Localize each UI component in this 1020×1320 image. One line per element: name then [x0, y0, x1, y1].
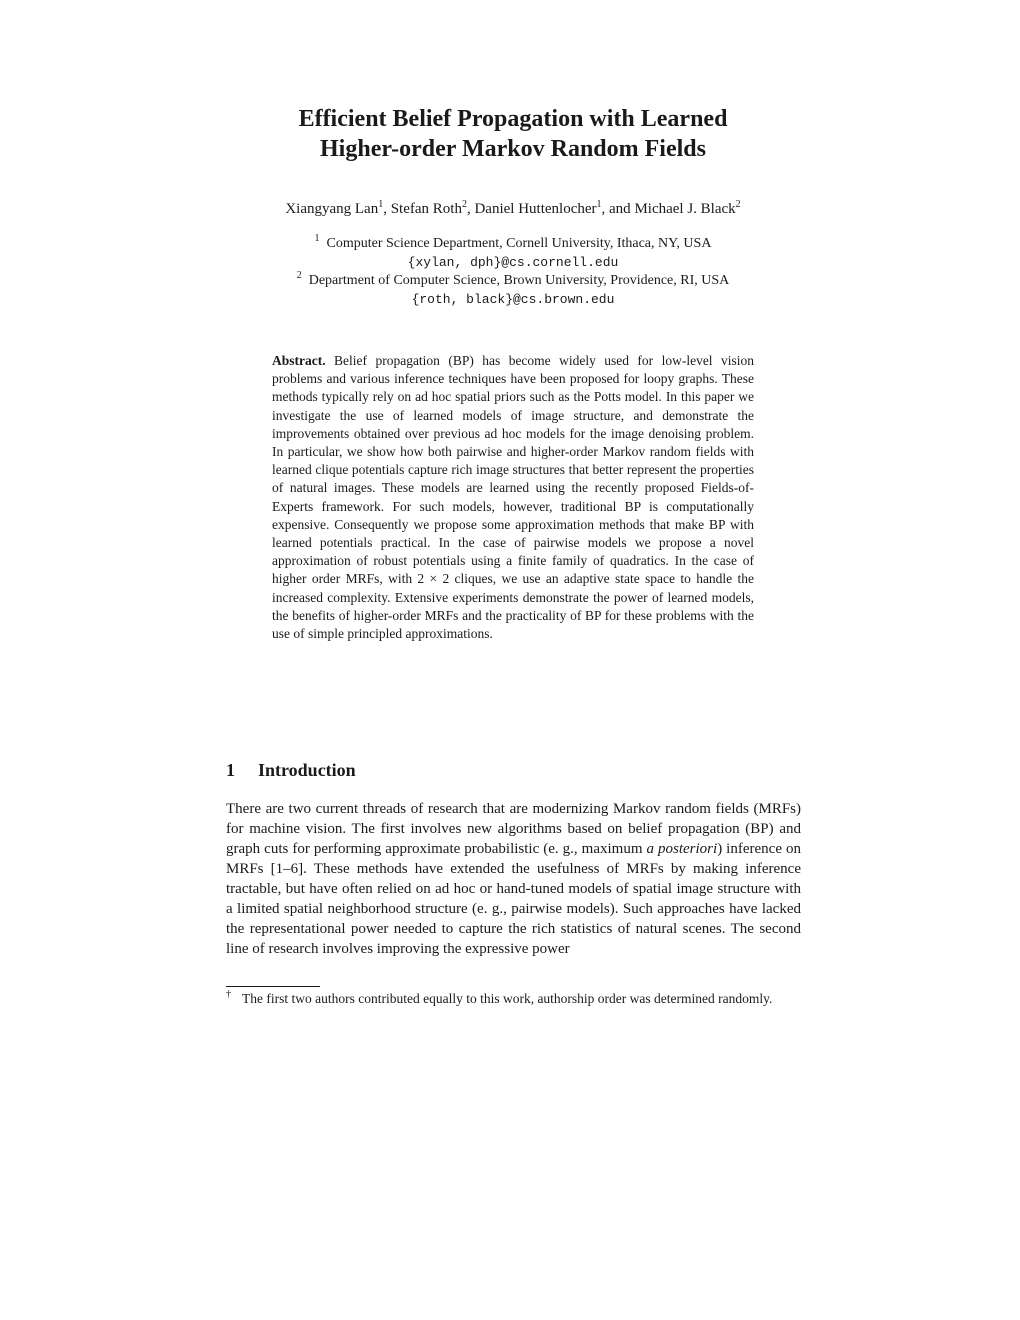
author-list — [200, 199, 826, 219]
affiliation-1 — [200, 235, 826, 253]
affiliation-mark: 2 — [296, 270, 302, 281]
abstract-label: Abstract. — [272, 353, 326, 368]
intro-paragraph — [226, 799, 801, 959]
intro-text-part-2: ) inference on MRFs [1–6]. These methods have extended the usefulness of MRFs by making inference tractable, but have often relied on ad hoc or hand-tuned models of spatial image structure with a limited spatial neighborhood structure (e. g., pairwise models). Such approaches have lacked the representational power needed to capture the rich statistics of natural scenes. The second line of research involves improving the expressive power — [226, 841, 801, 957]
author-name: Michael J. Black — [634, 201, 736, 217]
footnote-divider — [226, 986, 320, 987]
author-name: Xiangyang Lan — [285, 201, 379, 217]
intro-italic-phrase: a posteriori — [646, 841, 718, 857]
author-affiliation-mark: 1 — [378, 199, 384, 210]
section-title: Introduction — [258, 760, 356, 780]
affiliation-2 — [200, 272, 826, 290]
title-line-2: Higher-order Markov Random Fields — [320, 136, 706, 162]
abstract-text: Belief propagation (BP) has become widely used for low-level vision problems and various inference techniques have been proposed for loopy graphs. These methods typically rely on ad hoc spatial priors such as the Potts model. In this paper we investigate the use of learned models of image structure, and demonstrate the improvements obtained over previous ad hoc models for the image denoising problem. In particular, we show how both pairwise and higher-order Markov random fields with learned clique potentials capture rich image structures that better represent the properties of natural images. These models are learned using the recently proposed Fields-of-Experts framework. For such models, however, traditional BP is computationally expensive. Consequently we propose some approximation methods that make BP with learned potentials practical. In the case of pairwise models we propose a novel approximation of robust potentials using a finite family of quadratics. In the case of higher order MRFs, with 2 × 2 cliques, we use an adaptive state space to handle the increased complexity. Extensive experiments demonstrate the power of learned models, the benefits of higher-order MRFs and the practicality of BP for these problems with the use of simple principled approximations. — [272, 353, 754, 642]
affiliation-text: Department of Computer Science, Brown University, Providence, RI, USA — [308, 273, 730, 288]
author-affiliation-mark: 2 — [461, 199, 467, 210]
author-affiliation-mark: 2 — [735, 199, 741, 210]
footnote-text: The first two authors contributed equally to this work, authorship order was determined randomly. — [242, 991, 773, 1006]
author-name: Stefan Roth — [390, 201, 462, 217]
title-line-1: Efficient Belief Propagation with Learned — [298, 106, 728, 132]
affiliation-2-email: {roth, black}@cs.brown.edu — [411, 292, 615, 307]
author-separator: , and — [601, 201, 635, 217]
footnote: † The first two authors contributed equally to this work, authorship order was determined randomly. — [226, 989, 773, 1006]
abstract — [272, 352, 754, 643]
author-separator: , — [466, 201, 475, 217]
affiliation-1-email: {xylan, dph}@cs.cornell.edu — [407, 255, 619, 270]
affiliation-text: Computer Science Department, Cornell University, Ithaca, NY, USA — [326, 236, 712, 251]
author-separator: , — [383, 201, 391, 217]
intro-text-part-1: There are two current threads of research that are modernizing Markov random fields (MRFs) for machine vision. The first involves new algorithms based on belief propagation (BP) and graph cuts for performing approximate probabilistic (e. g., maximum — [226, 801, 801, 857]
author-name: Daniel Huttenlocher — [474, 201, 597, 217]
section-heading — [226, 759, 356, 781]
section-number: 1 — [226, 760, 235, 780]
author-affiliation-mark: 1 — [596, 199, 602, 210]
affiliation-mark: 1 — [314, 233, 320, 244]
paper-title — [200, 104, 826, 164]
